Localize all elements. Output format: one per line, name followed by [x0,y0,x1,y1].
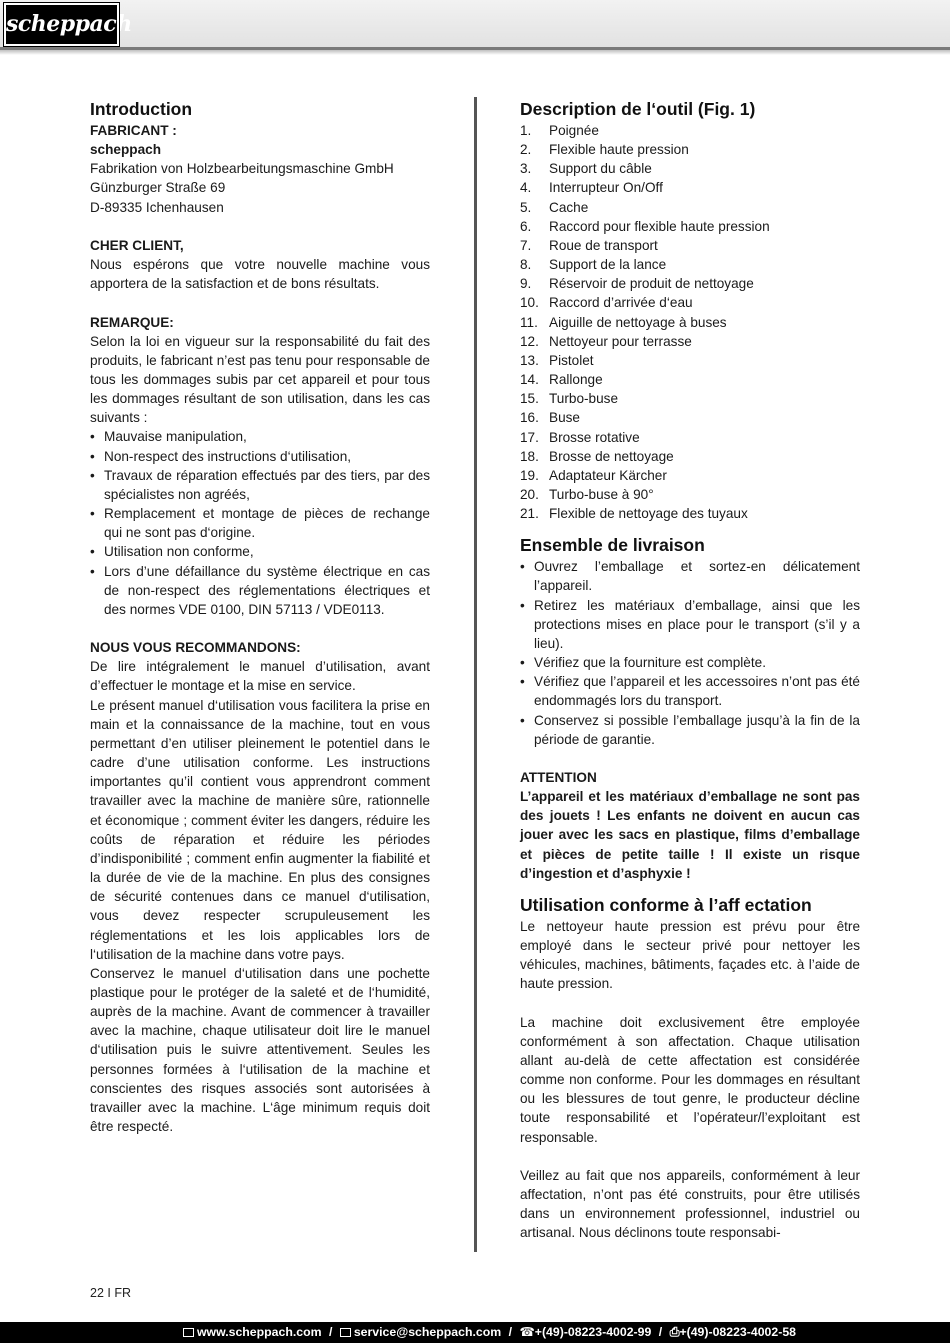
email-link[interactable]: service@scheppach.com [353,1325,502,1339]
list-item: • Conservez si possible l’emballage jusqu’à la fin de la période de garantie. [520,711,860,749]
list-item: 4. Interrupteur On/Off [520,180,663,196]
fabricant-label: FABRICANT : [90,123,177,138]
list-item: 5. Cache [520,199,589,215]
client-text: Nous espérons que votre nouvelle machine vous apportera de la satisfaction et de bons résultats. [90,257,430,292]
page-header [0,0,950,50]
company-name: scheppach [90,142,162,158]
phone-number: +(49)-08223-4002-99 [534,1325,652,1339]
separator: / [508,1325,513,1339]
list-item: 18. Brosse de nettoyage [520,448,674,464]
list-item: • Remplacement et montage de pièces de rechange qui ne sont pas d‘origine. [90,504,430,542]
list-item: 15. Turbo-buse [520,391,619,407]
list-item: 19. Adaptateur Kärcher [520,467,667,483]
list-item: • Ouvrez l’emballage et sortez-en délicatement l’appareil. [520,557,860,595]
website-link[interactable]: www.scheppach.com [196,1325,322,1339]
utilisation-paragraph: La machine doit exclusivement être employée conformément à son affectation. Chaque utilisation allant au-delà de cette affectation est considérée comme non conforme. Pour les dommages en résultant ou les blessures de tout genre, le producteur décline toute responsabilité et l’opérateur/l’exploitant est responsable. [520,1014,860,1145]
list-item: 10. Raccord d’arrivée d‘eau [520,295,693,311]
address-line: Fabrikation von Holzbearbeitungsmaschine GmbH [90,161,394,177]
list-item: • Utilisation non conforme, [90,542,430,561]
remarque-label: REMARQUE: [90,314,174,330]
recommandons-label: NOUS VOUS RECOMMANDONS: [90,640,301,656]
list-item: 12. Nettoyeur pour terrasse [520,333,692,349]
recommandons-paragraph: Conservez le manuel d‘utilisation dans une pochette plastique pour le protéger de la saleté et de l‘humidité, auprès de la machine. Avant de commencer à travailler avec la machine, chaque utilisateur doit lire le manuel d‘utilisation puis le suivre attentivement. Seules les personnes formées à l‘utilisation de la machine et conscientes des risques associés sont autorisées à travailler avec la machine. L‘âge minimum requis doit être respecté. [90,965,430,1135]
phone-icon: ☎ [519,1325,535,1339]
livraison-list [520,557,860,749]
remarque-text: Selon la loi en vigueur sur la responsabilité du fait des produits, le fabricant n’est pas tenu pour responsable de tous les dommages subis par cet appareil et pour tous les dommages résultant de son utilisation, dans les cas suivants : [90,333,430,426]
scheppach-logo: scheppach [4,3,119,46]
recommandons-paragraph: De lire intégralement le manuel d’utilisation, avant d’effectuer le montage et la mise en service. [90,659,430,694]
separator: / [658,1325,663,1339]
list-item: • Lors d’une défaillance du système électrique en cas de non-respect des réglementations électriques et des normes VDE 0100, DIN 57113 / VDE0113. [90,562,430,619]
list-item: 21. Flexible de nettoyage des tuyaux [520,506,748,522]
livraison-heading: Ensemble de livraison [520,535,705,556]
utilisation-paragraph: Veillez au fait que nos appareils, conformément à leur affectation, n’ont pas été construits, pour être utilisés dans un environnement professionnel, industriel ou artisanal. Nous déclinons toute responsabi- [520,1167,860,1241]
list-item: 17. Brosse rotative [520,429,640,445]
left-column [90,97,430,1136]
utilisation-heading: Utilisation conforme à l’aff ectation [520,894,812,915]
list-item: 11. Aiguille de nettoyage à buses [520,314,727,330]
attention-text: L’appareil et les matériaux d’emballage ne sont pas des jouets ! Les enfants ne doivent en aucun cas jouer avec les sacs en plastique, films d’emballage et pièces de petite taille ! Il existe un risque d’ingestion et d’asphyxie ! [520,789,860,881]
list-item: • Mauvaise manipulation, [90,427,430,446]
utilisation-paragraph: Le nettoyeur haute pression est prévu pour être employé dans le secteur privé pour nettoyer les véhicules, machines, bâtiments, façades etc. à l’aide de haute pression. [520,918,860,992]
description-heading: Description de l‘outil (Fig. 1) [520,99,756,119]
list-item: 1. Poignée [520,123,599,138]
separator: / [328,1325,333,1339]
list-item: 3. Support du câble [520,161,652,177]
attention-label: ATTENTION [520,769,597,785]
list-item: 14. Rallonge [520,372,603,388]
column-divider [474,97,477,1252]
list-item: 9. Réservoir de produit de nettoyage [520,276,754,292]
list-item: 8. Support de la lance [520,257,667,273]
fax-number: +(49)-08223-4002-58 [679,1325,796,1339]
remarque-list [90,427,430,619]
list-item: 20. Turbo-buse à 90° [520,486,654,502]
list-item: • Vérifiez que l’appareil et les accessoires n’ont pas été endommagés lors du transport. [520,672,860,710]
list-item: 16. Buse [520,410,580,426]
list-item: 2. Flexible haute pression [520,142,689,158]
email-icon [340,1328,351,1337]
list-item: • Vérifiez que la fourniture est complète. [520,653,860,672]
parts-list [520,121,860,523]
address-line: Günzburger Straße 69 [90,180,226,196]
list-item: • Non-respect des instructions d‘utilisation, [90,447,430,466]
fax-icon: ⎙ [669,1325,680,1339]
page-number: 22 I FR [90,1286,131,1300]
footer-contact-bar [0,1322,950,1343]
list-item: • Retirez les matériaux d’emballage, ainsi que les protections mises en place pour le transport (s’il y a lieu). [520,596,860,653]
address-line: D-89335 Ichenhausen [90,199,224,215]
list-item: • Travaux de réparation effectués par des tiers, par des spécialistes non agréés, [90,466,430,504]
right-column [520,97,860,1243]
computer-icon [183,1328,194,1337]
recommandons-paragraph: Le présent manuel d‘utilisation vous facilitera la prise en main et la connaissance de la machine, tout en vous permettant d’en utiliser pleinement le potentiel dans le cadre d’une utilisation conforme. Les instructions importantes qu’il contient vous apprendront comment travailler avec la machine de manière sûre, rationnelle et économique ; comment éviter les dangers, réduire les coûts de réparation et réduire les périodes d’indisponibilité ; comment enfin augmenter la fiabilité et la durée de vie de la machine. En plus des consignes de sécurité contenues dans ce manuel d‘utilisation, vous devez respecter scrupuleusement les réglementations et les lois applicables lors de l‘utilisation de la machine dans votre pays. [90,697,430,962]
client-label: CHER CLIENT, [90,237,184,253]
list-item: 13. Pistolet [520,352,594,368]
list-item: 6. Raccord pour flexible haute pression [520,218,770,234]
list-item: 7. Roue de transport [520,237,658,253]
introduction-heading: Introduction [90,99,193,119]
